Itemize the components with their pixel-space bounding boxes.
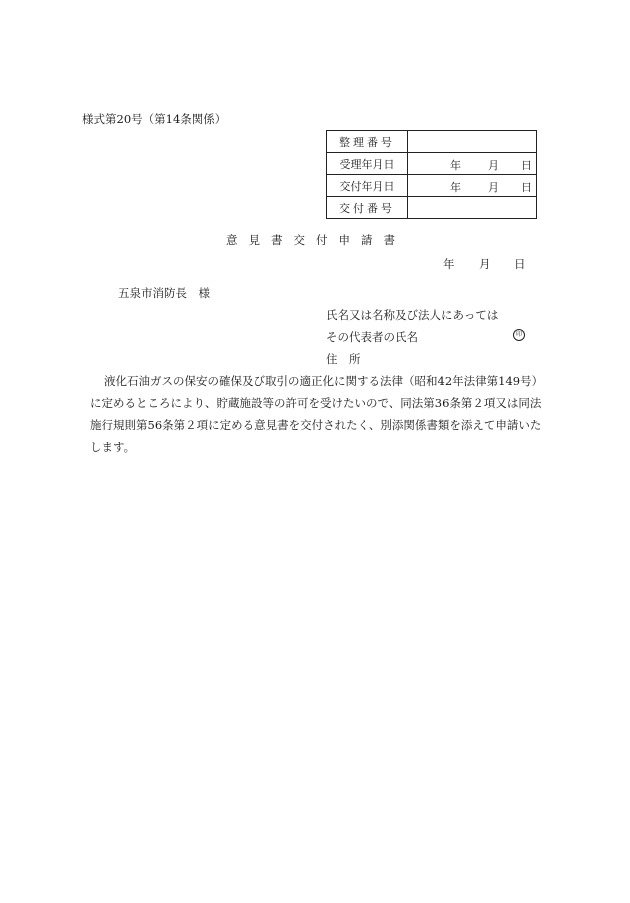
registry-row-reference-number: [327, 131, 537, 153]
body-line: 液化石油ガスの保安の確保及び取引の適正化に関する法律（昭和42年法律第149号）: [104, 374, 544, 388]
applicant-address-label: 住 所: [326, 352, 361, 366]
registry-row-issue-date: [327, 175, 537, 197]
body-line: 施行規則第56条第２項に定める意見書を交付されたく、別添関係書類を添えて申請いた: [90, 418, 542, 432]
seal-mark: 印: [513, 329, 525, 341]
month-label: 月: [488, 159, 499, 172]
registry-value: [408, 197, 537, 219]
registry-row-receipt-date: [327, 153, 537, 175]
registry-label: 受理年月日: [327, 153, 408, 175]
month-label: 月: [488, 181, 499, 194]
registry-row-issue-number: [327, 197, 537, 219]
applicant-name-line1: 氏名又は名称及び法人にあっては: [326, 308, 499, 322]
month-label: 月: [479, 257, 491, 271]
registry-label: 交付年月日: [327, 175, 408, 197]
registry-date-value: [408, 153, 537, 175]
registry-value: [408, 131, 537, 153]
applicant-name-line2: その代表者の氏名: [326, 330, 418, 344]
registry-label: 交付番号: [327, 197, 408, 219]
registry-date-value: [408, 175, 537, 197]
registry-table: [326, 130, 537, 219]
day-label: 日: [521, 181, 532, 194]
day-label: 日: [521, 159, 532, 172]
year-label: 年: [443, 257, 455, 271]
registry-label: 整理番号: [327, 131, 408, 153]
body-line: します。: [90, 440, 136, 454]
year-label: 年: [450, 159, 461, 172]
document-title: 意見書交付申請書: [226, 233, 406, 247]
addressee: 五泉市消防長 様: [118, 286, 210, 300]
day-label: 日: [514, 257, 526, 271]
body-line: に定めるところにより、貯蔵施設等の許可を受けたいので、同法第36条第２項又は同法: [90, 396, 542, 410]
year-label: 年: [450, 181, 461, 194]
form-number: 様式第20号（第14条関係）: [82, 112, 227, 126]
